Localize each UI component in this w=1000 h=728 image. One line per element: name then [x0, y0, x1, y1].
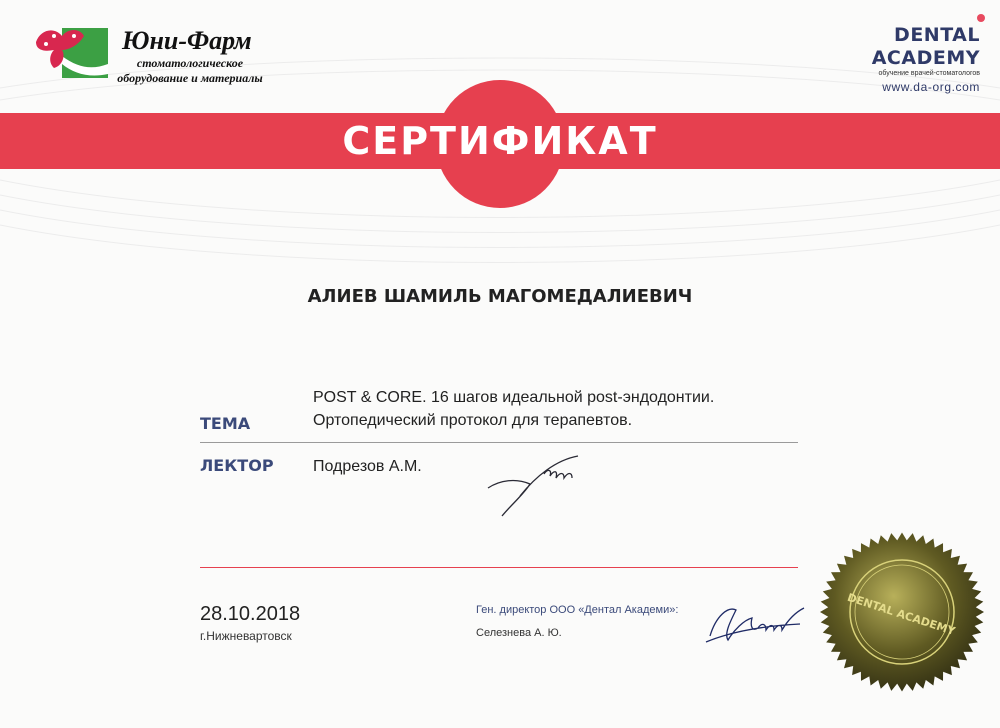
butterfly-logo-icon — [28, 22, 108, 80]
dental-academy-url: www.da-org.com — [882, 80, 980, 94]
issue-date: 28.10.2018 — [200, 603, 301, 625]
director-title: Ген. директор ООО «Дентал Академи»: — [476, 604, 679, 616]
dental-academy-subtitle: обучение врачей-стоматологов — [878, 70, 980, 77]
issue-city: г.Нижневартовск — [200, 629, 292, 643]
topic-label: ТЕМА — [200, 414, 251, 433]
unifarm-name: Юни-Фарм — [122, 26, 252, 55]
certificate-title: СЕРТИФИКАТ — [342, 119, 658, 163]
footer-divider — [200, 567, 798, 568]
topic-line2: Ортопедический протокол для терапевтов. — [313, 412, 633, 429]
topic-line1: POST & CORE. 16 шагов идеальной post-эндодонтии. — [313, 389, 715, 406]
unifarm-tagline-line2: оборудование и материалы — [117, 71, 263, 85]
lecturer-name: Подрезов А.М. — [313, 458, 422, 475]
dental-academy-line1: DENTAL — [894, 24, 980, 46]
seal-text: DENTAL ACADEMY — [845, 590, 957, 638]
unifarm-logo — [28, 22, 268, 92]
gold-seal — [814, 528, 990, 696]
director-signature — [700, 596, 810, 652]
lecturer-signature — [480, 448, 600, 520]
dental-academy-line2: ACADEMY — [871, 47, 980, 69]
dental-academy-logo — [820, 14, 990, 98]
topic-text — [313, 386, 793, 432]
recipient-name: АЛИЕВ ШАМИЛЬ МАГОМЕДАЛИЕВИЧ — [307, 286, 693, 307]
lecturer-label: ЛЕКТОР — [200, 456, 274, 475]
divider-line — [200, 442, 798, 443]
logo-dot-icon — [977, 14, 985, 22]
director-name: Селезнева А. Ю. — [476, 627, 562, 639]
unifarm-tagline-line1: стоматологическое — [136, 56, 244, 70]
unifarm-tagline — [110, 56, 270, 86]
